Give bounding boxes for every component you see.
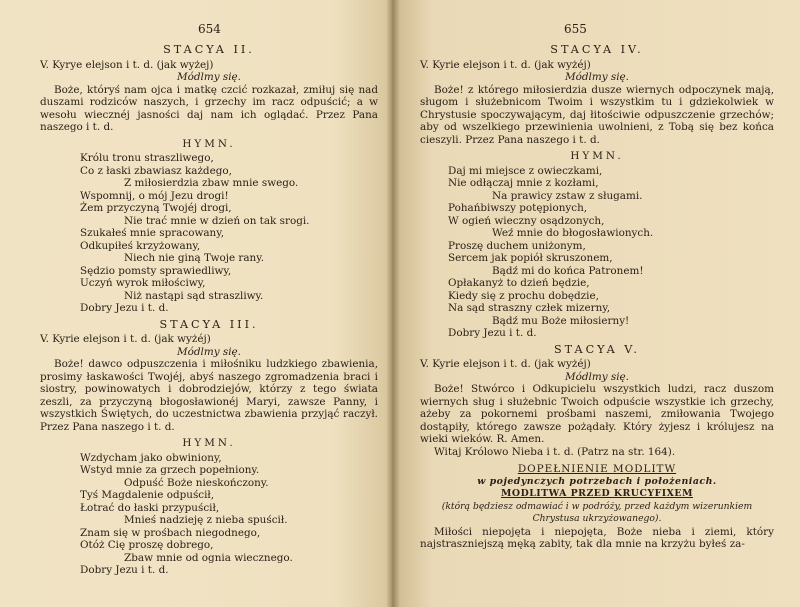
hymn-line: Bądź mi do końca Patronem!: [492, 264, 644, 277]
left-page-body: [40, 40, 378, 577]
station-5-prayer: Boże! Stwórco i Odkupicielu wszystkich ludzi, racz duszom wiernych sług i służebnic Twoich odpuście wszystkie ich grzechy, ażeby za pokornemi prośbami naszemi, zmiłowania Twojego dostąpiły, którego zawsze pożądały. Który żyjesz i królujesz na wieki wieków. R. Amen.: [420, 383, 774, 445]
hymn-line: Weź mnie do błogosławionych.: [492, 227, 654, 239]
hymn-line: Na sąd straszny człek mizerny,: [448, 302, 611, 314]
hymn-line: Proszę duchem uniżonym,: [448, 239, 586, 252]
hymn-line: Uczyń wyrok miłościwy,: [80, 277, 206, 289]
crucifix-prayer-title: MODLITWA PRZED KRUCYFIXEM: [501, 488, 693, 499]
hymn-line: Otóż Cię proszę dobrego,: [80, 539, 214, 551]
station-4-oremus: Módlmy się.: [564, 71, 629, 83]
hymn-line: Łotrać do łaski przypuścił,: [80, 501, 220, 514]
page-number-left: 654: [198, 22, 221, 36]
hymn-line: Z miłosierdzia zbaw mnie swego.: [124, 177, 299, 189]
station-5-oremus: Módlmy się.: [564, 370, 629, 383]
hymn-line: Dobry Jezu i t. d.: [80, 302, 169, 314]
hymn-line: Nie odłączaj mnie z kozłami,: [448, 177, 599, 189]
hymn-line: Wstyd mnie za grzech popełniony.: [80, 464, 260, 476]
station-4-hymn-heading: HYMN.: [570, 150, 624, 162]
supplement-title: DOPEŁNIENIE MODLITW: [517, 463, 677, 475]
hymn-line: Odkupiłeś krzyżowany,: [80, 239, 201, 252]
hymn-line: Dobry Jezu i t. d.: [448, 327, 537, 339]
hymn-line: W ogień wieczny osądzonych,: [448, 214, 605, 227]
hymn-line: Niech nie giną Twoje rany.: [124, 252, 265, 264]
station-4-versicle: V. Kyrie elejson i t. d. (jak wyżéj): [420, 58, 591, 71]
station-3-hymn: [40, 452, 378, 577]
hymn-line: Kiedy się z prochu dobędzie,: [448, 289, 599, 302]
station-3-title: STACYA III.: [159, 317, 259, 331]
hymn-line: Odpuść Boże nieskończony.: [124, 476, 269, 489]
salve-regina-reference: Witaj Królowo Nieba i t. d. (Patrz na str. 164).: [434, 445, 676, 458]
book-gutter: [386, 0, 400, 607]
station-2-title: STACYA II.: [163, 43, 255, 56]
hymn-line: Wzdycham jako obwiniony,: [80, 451, 222, 464]
hymn-line: Bądź mu Boże miłosierny!: [492, 314, 630, 327]
hymn-line: Niż nastąpi sąd straszliwy.: [124, 289, 264, 302]
crucifix-prayer-note: (którą będziesz odmawiać i w podróży, przed każdym wizerunkiem Chrystusa ukrzyżowanego).: [441, 500, 753, 524]
hymn-line: Sędzio pomsty sprawiedliwy,: [80, 264, 232, 277]
station-5-versicle: V. Kyrie elejson i t. d. (jak wyżéj): [420, 358, 591, 370]
station-3-oremus: Módlmy się.: [176, 345, 241, 358]
station-2-oremus: Módlmy się.: [176, 71, 241, 83]
station-3-hymn-heading: HYMN.: [182, 437, 236, 449]
hymn-line: Dobry Jezu i t. d.: [80, 564, 169, 576]
station-3-versicle: V. Kyrie elejson i t. d. (jak wyżéj): [40, 333, 211, 345]
hymn-line: Tyś Magdalenie odpuścił,: [80, 489, 215, 501]
crucifix-prayer-text: Miłości niepojęta i niepojęta, Boże nieba i ziemi, który najstraszniejszą męką zabity, tak dla mnie na krzyżu byłeś za-: [420, 525, 774, 550]
station-2-hymn: [40, 152, 378, 315]
left-page: [0, 0, 392, 607]
right-page-body: [420, 40, 774, 551]
hymn-line: Co z łaski zbawiasz każdego,: [80, 164, 232, 177]
hymn-line: Mnieś nadzieję z nieba spuścił.: [124, 514, 288, 526]
station-4-prayer: Boże! z którego miłosierdzia dusze wiernych odpoczynek mają, sługom i służebnicom Twoim i wszystkim tu i gdziekolwiek w Chrystusie spoczywającym, daj łitościwie odpuszczenie grzechów; aby od wszelkiego przewinienia uwolnieni, z Tobą się bez końca cieszyli. Przez Pana naszego i t. d.: [420, 83, 774, 146]
station-2-versicle: V. Kyrye elejson i t. d. (jak wyżej): [40, 58, 214, 71]
station-3-prayer: Boże! dawco odpuszczenia i miłośniku ludzkiego zbawienia, prosimy łaskawości Twojéj, abyś naszego zgromadzenia braci i siostry, powinowatych i dobrodziejów, którzy z tego świata zeszli, za przyczyną błogosławionéj Maryi, zawsze Panny, i wszystkich Świętych, do uczestnictwa zbawienia przyjąć raczył. Przez Pana naszego i t. d.: [40, 358, 378, 433]
station-2-prayer: Boże, któryś nam ojca i matkę czcić rozkazał, zmiłuj się nad duszami rodziców naszych, i grzechy im racz odpuścić; a w wesołu wiecznéj jasności daj nam ich oglądać. Przez Pana naszego i t. d.: [40, 83, 378, 133]
hymn-line: Pohańbiwszy potępionych,: [448, 202, 588, 214]
hymn-line: Wspomnij, o mój Jezu drogi!: [80, 189, 229, 202]
hymn-line: Sercem jak popiół skruszonem,: [448, 252, 613, 264]
hymn-line: Żem przyczyną Twojéj drogi,: [80, 202, 232, 214]
hymn-line: Zbaw mnie od ognia wiecznego.: [124, 551, 293, 564]
station-5-title: STACYA V.: [554, 342, 640, 356]
hymn-line: Opłakanyż to dzień będzie,: [448, 277, 590, 289]
hymn-line: Daj mi miejsce z owieczkami,: [448, 164, 603, 177]
right-page: [392, 0, 800, 607]
hymn-line: Znam się w prośbach niegodnego,: [80, 526, 261, 539]
station-4-hymn: [420, 165, 774, 340]
hymn-line: Królu tronu straszliwego,: [80, 152, 214, 164]
supplement-subtitle: w pojedynczych potrzebach i położeniach.: [477, 475, 717, 487]
station-4-title: STACYA IV.: [550, 43, 644, 56]
hymn-line: Szukałeś mnie spracowany,: [80, 227, 225, 239]
hymn-line: Na prawicy zstaw z sługami.: [492, 189, 643, 202]
station-2-hymn-heading: HYMN.: [182, 137, 236, 150]
hymn-line: Nie trać mnie w dzień on tak srogi.: [124, 214, 310, 227]
page-number-right: 655: [564, 22, 587, 36]
